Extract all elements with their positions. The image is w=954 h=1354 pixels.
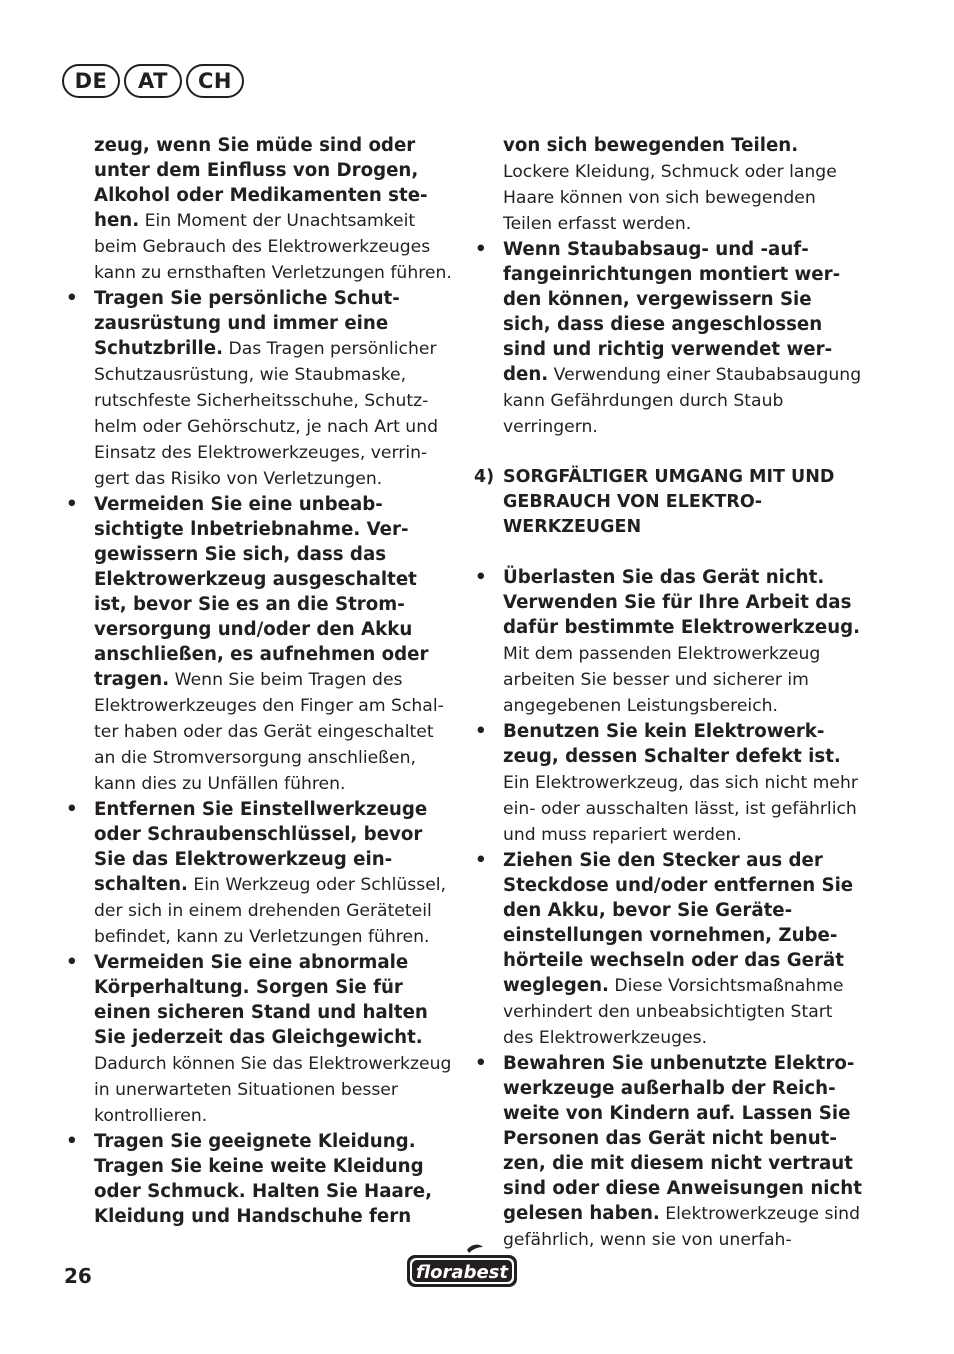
bullet-dot: •: [475, 721, 487, 742]
warning-heading: Vermeiden Sie eine unbeabsichtigte lnbetriebnahme. Vergewissern Sie sich, dass das Elektrowerkzeug ausgeschaltet ist, bevor Sie es an die Stromversorgung und/oder den Akku anschließen, es aufnehmen oder tragen.: [94, 494, 429, 690]
bullet-dot: •: [475, 850, 487, 871]
bullet-dot: •: [66, 952, 78, 973]
bullet-dot: •: [475, 567, 487, 588]
left-column: [66, 133, 454, 1230]
bullet-item: [475, 565, 863, 719]
page-number: 26: [64, 1264, 92, 1288]
warning-text: Verwendung einer Staubabsaugung kann Gefährdungen durch Staub verringern.: [503, 365, 862, 437]
country-badges: [62, 64, 244, 98]
bullet-item: [66, 797, 454, 950]
bullet-dot: •: [475, 239, 487, 260]
logo-text: florabest: [416, 1262, 508, 1283]
bullet-item: [475, 1051, 863, 1253]
warning-heading: von sich bewegenden Teilen.: [503, 135, 799, 156]
warning-heading: Überlasten Sie das Gerät nicht. Verwenden Sie für Ihre Arbeit das dafür bestimmte Elektrowerkzeug.: [503, 567, 861, 638]
warning-heading: zeug, wenn Sie müde sind oder unter dem Einfluss von Drogen, Alkohol oder Medikamenten stehen.: [94, 135, 428, 231]
bullet-item: [475, 719, 863, 848]
bullet-item: [475, 848, 863, 1051]
warning-heading: Tragen Sie persönliche Schutzausrüstung und immer eine Schutzbrille.: [94, 288, 400, 359]
warning-heading: Bewahren Sie unbenutzte Elektrowerkzeuge außerhalb der Reichweite von Kindern auf. Lassen Sie Personen das Gerät nicht benutzen, die mit diesem nicht vertraut sind oder diese Anweisungen nicht gelesen haben.: [503, 1053, 862, 1224]
country-badge-ch: CH: [186, 64, 244, 98]
warning-text: Ein Elektrowerkzeug, das sich nicht mehr ein- oder ausschalten lässt, ist gefährlich und muss repariert werden.: [503, 773, 858, 845]
warning-heading: Benutzen Sie kein Elektrowerkzeug, dessen Schalter defekt ist.: [503, 721, 841, 767]
warning-text: Mit dem passenden Elektrowerkzeug arbeiten Sie besser und sicherer im angegebenen Leistungsbereich.: [503, 644, 821, 716]
warning-text: Das Tragen persönlicher Schutzausrüstung, wie Staubmaske, rutschfeste Sicherheitsschuhe, Schutzhelm oder Gehörschutz, je nach Art und Einsatz des Elektrowerkzeuges, verringert das Risiko von Verletzungen.: [94, 339, 438, 489]
continued-paragraph: [503, 133, 863, 237]
florabest-logo-graphic: [405, 1244, 519, 1290]
bullet-item: [66, 286, 454, 492]
bullet-item: [66, 950, 454, 1129]
warning-heading: Wenn Staubabsaug- und -auffangeinrichtungen montiert werden können, vergewissern Sie sich, dass diese angeschlossen sind und richtig verwendet werden.: [503, 239, 841, 385]
warning-text: Dadurch können Sie das Elektrowerkzeug in unerwarteten Situationen besser kontrollieren.: [94, 1054, 452, 1126]
section-number: 4): [474, 467, 495, 487]
continued-paragraph: [94, 133, 454, 286]
warning-text: Lockere Kleidung, Schmuck oder lange Haare können von sich bewegenden Teilen erfasst werden.: [503, 162, 837, 234]
country-badge-at: AT: [124, 64, 182, 98]
warning-heading: Vermeiden Sie eine abnormale Körperhaltung. Sorgen Sie für einen sicheren Stand und halten Sie jederzeit das Gleichgewicht.: [94, 952, 428, 1048]
bullet-dot: •: [66, 1131, 78, 1152]
warning-heading: Tragen Sie geeignete Kleidung. Tragen Sie keine weite Kleidung oder Schmuck. Halten Sie Haare, Kleidung und Handschuhe fern: [94, 1131, 433, 1227]
warning-text: Ein Moment der Unachtsamkeit beim Gebrauch des Elektrowerkzeuges kann zu ernsthaften Verletzungen führen.: [94, 211, 452, 283]
section-heading: [474, 465, 863, 540]
section-title: SORGFÄLTIGER UMGANG MIT UND GEBRAUCH VON ELEKTROWERKZEUGEN: [503, 467, 835, 537]
bullet-dot: •: [66, 288, 78, 309]
country-badge-de: DE: [62, 64, 120, 98]
bullet-dot: •: [66, 494, 78, 515]
bullet-item: [66, 1129, 454, 1230]
bullet-dot: •: [475, 1053, 487, 1074]
warning-heading: Ziehen Sie den Stecker aus der Steckdose und/oder entfernen Sie den Akku, bevor Sie Geräteeinstellungen vornehmen, Zubehörteile wechseln oder das Gerät weglegen.: [503, 850, 854, 996]
warning-text: Elektrowerkzeuge sind gefährlich, wenn sie von unerfah-: [503, 1204, 860, 1250]
bullet-item: [475, 237, 863, 440]
right-column: [474, 133, 863, 1253]
warning-heading: Entfernen Sie Einstellwerkzeuge oder Schraubenschlüssel, bevor Sie das Elektrowerkzeug einschalten.: [94, 799, 428, 895]
bullet-dot: •: [66, 799, 78, 820]
florabest-logo: [405, 1244, 519, 1294]
warning-text: Diese Vorsichtsmaßnahme verhindert den unbeabsichtigten Start des Elektrowerkzeuges.: [503, 976, 844, 1048]
warning-text: Wenn Sie beim Tragen des Elektrowerkzeuges den Finger am Schalter haben oder das Gerät eingeschaltet an die Stromversorgung anschließen, kann dies zu Unfällen führen.: [94, 670, 444, 794]
bullet-item: [66, 492, 454, 797]
warning-text: Ein Werkzeug oder Schlüssel, der sich in einem drehenden Geräteteil befindet, kann zu Verletzungen führen.: [94, 875, 447, 947]
